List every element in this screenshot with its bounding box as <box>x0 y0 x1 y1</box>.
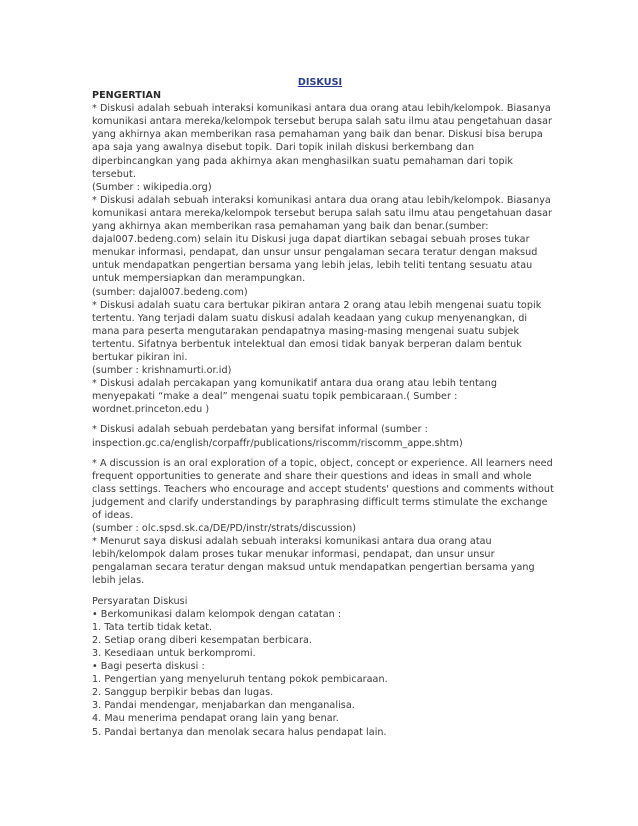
text-line: mana para peserta mengutarakan pendapatnya masing-masing mengenai suatu subjek <box>92 325 520 337</box>
text-line: lebih/kelompok dalam proses tukar menukar informasi, pendapat, dan unsur unsur <box>92 549 495 561</box>
text-line: tersebut. <box>92 168 136 180</box>
document-page <box>92 76 554 739</box>
text-line: * Diskusi adalah sebuah interaksi komunikasi antara dua orang atau lebih/kelompok. Biasanya <box>92 194 551 206</box>
text-line: • Berkomunikasi dalam kelompok dengan catatan : <box>92 608 342 620</box>
section-heading: PENGERTIAN <box>92 90 162 102</box>
text-line: 5. Pandai bertanya dan menolak secara halus pendapat lain. <box>92 726 387 738</box>
text-line: diperbincangkan yang pada akhirnya akan menghasilkan suatu pemahaman dari topik <box>92 155 513 167</box>
text-line: * Diskusi adalah percakapan yang komunikatif antara dua orang atau lebih tentang <box>92 378 498 390</box>
text-line: * Diskusi adalah suatu cara bertukar pikiran antara 2 orang atau lebih mengenai suatu topik <box>92 299 542 311</box>
text-line: untuk mempersiapkan dan merampungkan. <box>92 273 306 285</box>
text-line: (sumber: dajal007.bedeng.com) <box>92 286 248 298</box>
text-line: pengalaman secara teratur dengan maksud untuk mendapatkan pengertian bersama yang <box>92 562 535 574</box>
text-line: tertentu. Sifatnya berbentuk intelektual dan emosi tidak banyak berperan dalam bentuk <box>92 338 522 350</box>
text-line: wordnet.princeton.edu ) <box>92 404 210 416</box>
paragraph-block <box>92 595 548 739</box>
text-line: 2. Setiap orang diberi kesempatan berbicara. <box>92 634 312 646</box>
text-line: (sumber : krishnamurti.or.id) <box>92 365 232 377</box>
text-line: (Sumber : wikipedia.org) <box>92 181 212 193</box>
text-line: 1. Pengertian yang menyeluruh tentang pokok pembicaraan. <box>92 674 388 686</box>
text-line: * Diskusi adalah sebuah perdebatan yang bersifat informal (sumber : <box>92 424 428 436</box>
text-line: komunikasi antara mereka/kelompok tersebut berupa salah satu ilmu atau pengetahuan dasar <box>92 116 553 128</box>
text-line: * Diskusi adalah sebuah interaksi komunikasi antara dua orang atau lebih/kelompok. Biasanya <box>92 103 551 115</box>
document-title[interactable]: DISKUSI <box>297 77 343 88</box>
text-line: yang akhirnya akan memberikan rasa pemahaman yang baik dan benar. Diskusi bisa berupa <box>92 129 543 141</box>
text-line: apa saja yang awalnya disebut topik. Dari topik inilah diskusi berkembang dan <box>92 142 475 154</box>
text-line: 3. Kesediaan untuk berkompromi. <box>92 647 256 659</box>
text-line: 4. Mau menerima pendapat orang lain yang benar. <box>92 713 339 725</box>
text-line: untuk mendapatkan pengertian bersama yang lebih jelas, lebih teliti tentang sesuatu atau <box>92 260 533 272</box>
text-line: bertukar pikiran ini. <box>92 351 188 363</box>
paragraph-block <box>92 423 548 449</box>
text-line: yang akhirnya akan memberikan rasa pemahaman yang baik dan benar.(sumber: <box>92 221 489 233</box>
paragraph-block <box>92 457 554 588</box>
text-line: * Menurut saya diskusi adalah sebuah interaksi komunikasi antara dua orang atau <box>92 536 492 548</box>
text-line: frequent opportunities to generate and share their questions and ideas in small and whole <box>92 470 532 482</box>
text-line: 2. Sanggup berpikir bebas dan lugas. <box>92 687 274 699</box>
paragraph-block <box>92 102 553 416</box>
text-line: (sumber : olc.spsd.sk.ca/DE/PD/instr/strats/discussion) <box>92 523 357 535</box>
text-line: menyepakati “make a deal” mengenai suatu topik pembicaraan.( Sumber : <box>92 391 458 403</box>
text-line: inspection.gc.ca/english/corpaffr/publications/riscomm/riscomm_appe.shtm) <box>92 437 463 449</box>
text-line: komunikasi antara mereka/kelompok tersebut berupa salah satu ilmu atau pengetahuan dasar <box>92 207 553 219</box>
text-line: 1. Tata tertib tidak ketat. <box>92 621 213 633</box>
text-line: menukar informasi, pendapat, dan unsur unsur pengalaman secara teratur dengan maksud <box>92 247 538 259</box>
text-line: tertentu. Yang terjadi dalam suatu diskusi adalah keadaan yang cukup menyenangkan, di <box>92 312 528 324</box>
text-line: judgement and clarify understandings by paraphrasing difficult terms stimulate the exchange <box>92 496 548 508</box>
text-line: 3. Pandai mendengar, menjabarkan dan menganalisa. <box>92 700 355 712</box>
text-line: dajal007.bedeng.com) selain itu Diskusi juga dapat diartikan sebagai sebuah proses tukar <box>92 234 530 246</box>
text-line: of ideas. <box>92 510 134 521</box>
document-body <box>92 102 554 738</box>
text-line: class settings. Teachers who encourage and accept students' questions and comments without <box>92 483 554 495</box>
text-line: • Bagi peserta diskusi : <box>92 661 205 673</box>
text-line: * A discussion is an oral exploration of a topic, object, concept or experience. All learners need <box>92 457 553 469</box>
text-line: Persyaratan Diskusi <box>92 595 188 607</box>
text-line: lebih jelas. <box>92 575 145 587</box>
